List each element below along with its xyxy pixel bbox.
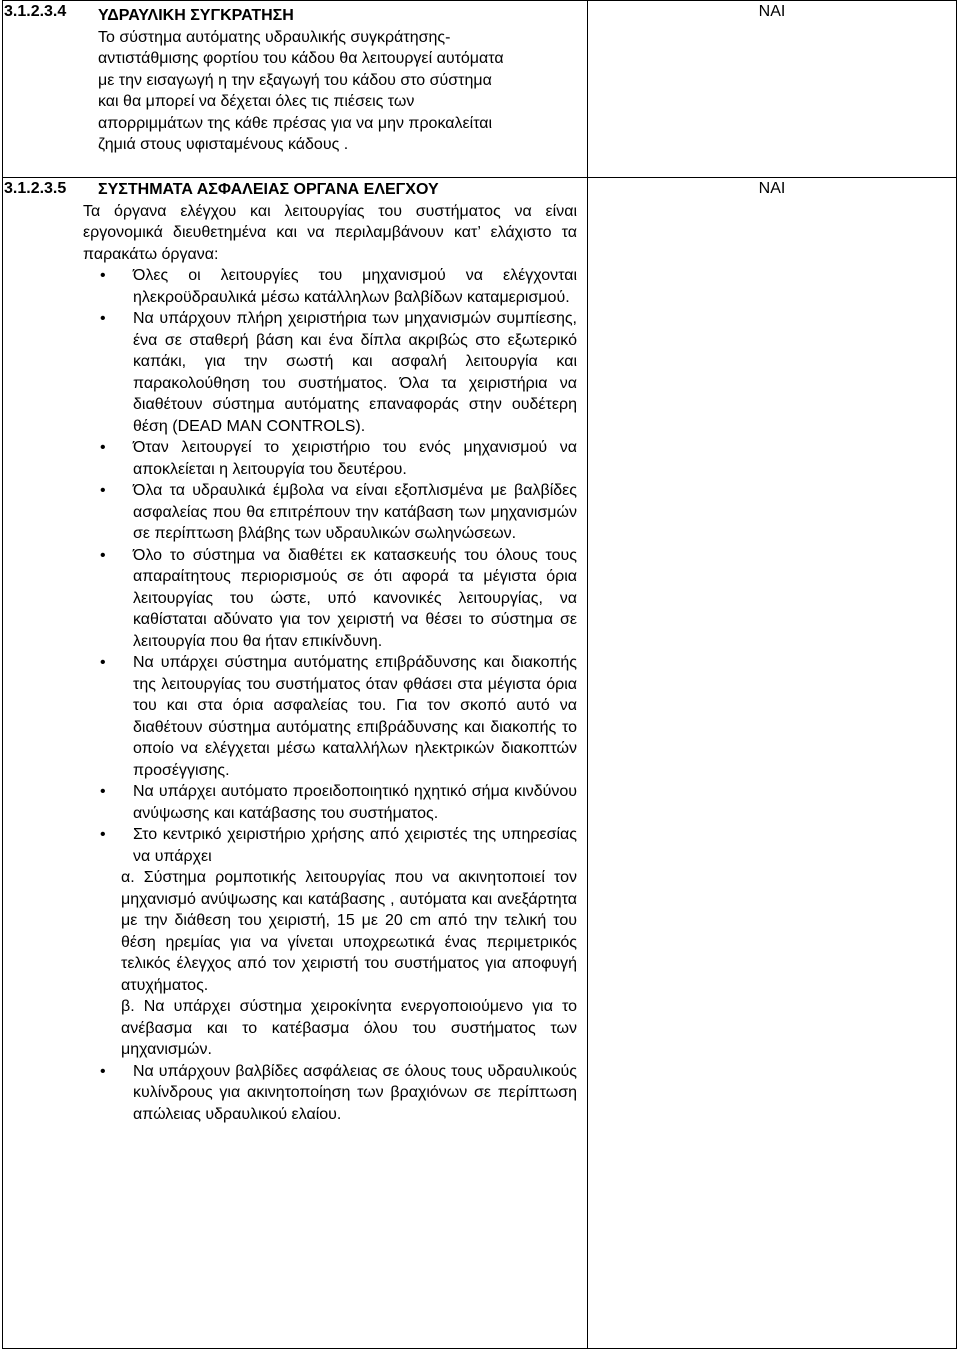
list-item: • Όλα τα υδραυλικά έμβολα να είναι εξοπλισμένα με βαλβίδες ασφαλείας που θα επιτρέπουν την κατάβαση των μηχανισμών σε περίπτωση βλάβης των υδραυλικών σωληνώσεων. <box>100 482 577 542</box>
list-item: • Να υπάρχουν βαλβίδες ασφάλειας σε όλους τους υδραυλικούς κυλίνδρους για ακινητοποίηση των βραχιόνων σε περίπτωση απώλειας υδραυλικού ελαίου. <box>100 1062 577 1123</box>
list-item: • Στο κεντρικό χειριστήριο χρήσης από χειριστές της υπηρεσίας να υπάρχει <box>100 826 577 865</box>
bullet-icon: • <box>100 654 106 671</box>
specification-table <box>2 0 957 1349</box>
list-item: • Να υπάρχουν πλήρη χειριστήρια των μηχανισμών συμπίεσης, ένα σε σταθερή βάση και ένα δίπλα ακριβώς στο εξωτερικό καπάκι, για την σωστή και ασφαλή λειτουργία και παρακολούθηση του συστήματος. Όλα τα χειριστήρια να διαθέτουν σύστημα αυτόματης επαναφοράς στην ουδέτερη θέση (DEAD MAN CONTROLS). <box>100 310 577 435</box>
list-item: • Όταν λειτουργεί το χειριστήριο του ενός μηχανισμού να αποκλείεται η λειτουργία του δευτέρου. <box>100 439 577 478</box>
section-hydraulic-retention <box>3 1 587 156</box>
bullet-icon: • <box>100 310 106 327</box>
bullet-icon: • <box>100 546 106 564</box>
list-item: • Όλο το σύστημα να διαθέτει εκ κατασκευής του όλους τους απαραίτητους περιορισμούς σε ότι αφορά τα μέγιστα όρια λειτουργίας του ώστε, υπό κανονικές λειτουργίας, να καθίσταται αδύνατο για τον χειριστή να θέσει το σύστημα σε λειτουργία που θα ήταν επικίνδυνη. <box>100 546 577 650</box>
bullet-icon: • <box>100 826 106 843</box>
section-intro: Τα όργανα ελέγχου και λειτουργίας του συστήματος να είναι εργονομικά διευθετημένα και να περιλαμβάνουν κατ’ ελάχιστο τα παρακάτω όργανα: <box>83 202 577 263</box>
requirement-cell <box>3 1 588 178</box>
bullet-icon: • <box>100 267 106 284</box>
section-title: ΣΥΣΤΗΜΑΤΑ ΑΣΦΑΛΕΙΑΣ ΟΡΓΑΝΑ ΕΛΕΓΧΟΥ <box>98 181 439 198</box>
section-title: ΥΔΡΑΥΛΙΚΗ ΣΥΓΚΡΑΤΗΣΗ <box>98 7 294 24</box>
bullet-icon: • <box>100 439 106 456</box>
requirements-list <box>3 265 587 867</box>
bullet-icon: • <box>100 482 106 499</box>
bullet-icon: • <box>100 783 106 800</box>
answer-value: ΝΑΙ <box>758 180 786 197</box>
list-item: • Όλες οι λειτουργίες του μηχανισμού να ελέγχονται ηλεκροϋδραυλικά μέσω κατάλληλων βαλβίδων καταμερισμού. <box>100 267 577 306</box>
requirement-cell <box>3 178 588 1349</box>
table-row <box>3 178 957 1349</box>
answer-value: ΝΑΙ <box>758 3 786 20</box>
sub-item-b: β. Να υπάρχει σύστημα χειροκίνητα ενεργοποιούμενο για το ανέβασμα και το κατέβασμα όλου του συστήματος των μηχανισμών. <box>121 998 577 1058</box>
section-safety-controls <box>3 178 587 1125</box>
answer-cell <box>588 1 957 178</box>
section-number: 3.1.2.3.4 <box>4 3 67 20</box>
table-row <box>3 1 957 178</box>
list-item: • Να υπάρχει σύστημα αυτόματης επιβράδυνσης και διακοπής της λειτουργίας του συστήματος όταν φθάσει στα μέγιστα όρια του και στα όρια ασφαλείας του. Για τον σκοπό αυτό να διαθέτουν σύστημα αυτόματης επιβράδυνσης και διακοπής το οποίο να ελέγχεται μέσω καταλλήλων ηλεκτρικών διακοπτών προσέγγισης. <box>100 654 577 779</box>
section-number: 3.1.2.3.5 <box>4 180 67 197</box>
bullet-icon: • <box>100 1062 106 1080</box>
sub-item-a: α. Σύστημα ρομποτικής λειτουργίας που να ακινητοποιεί τον μηχανισμό ανύψωσης και κατάβασης , αυτόματα και ανεξάρτητα με την διάθεση του χειριστή, 15 με 20 cm από την τελική του θέση ηρεμίας για να γίνεται υποχρεωτικά ένας περιμετρικός τελικός έλεγχος από τον χειριστή του συστήματος για αποφυγή ατυχήματος. <box>121 869 577 994</box>
section-text: Το σύστημα αυτόματης υδραυλικής συγκράτησης- αντιστάθμισης φορτίου του κάδου θα λειτουργεί αυτόματα με την εισαγωγή η την εξαγωγή του κάδου στο σύστημα και θα μπορεί να δέχεται όλες τις πιέσεις των απορριμμάτων της κάθε πρέσας για να μην προκαλείται ζημιά στους υφισταμένους κάδους . <box>98 28 504 153</box>
requirements-list-end <box>3 1061 587 1126</box>
answer-cell <box>588 178 957 1349</box>
list-item: • Να υπάρχει αυτόματο προειδοποιητικό ηχητικό σήμα κινδύνου ανύψωσης και κατάβασης του συστήματος. <box>100 783 577 822</box>
